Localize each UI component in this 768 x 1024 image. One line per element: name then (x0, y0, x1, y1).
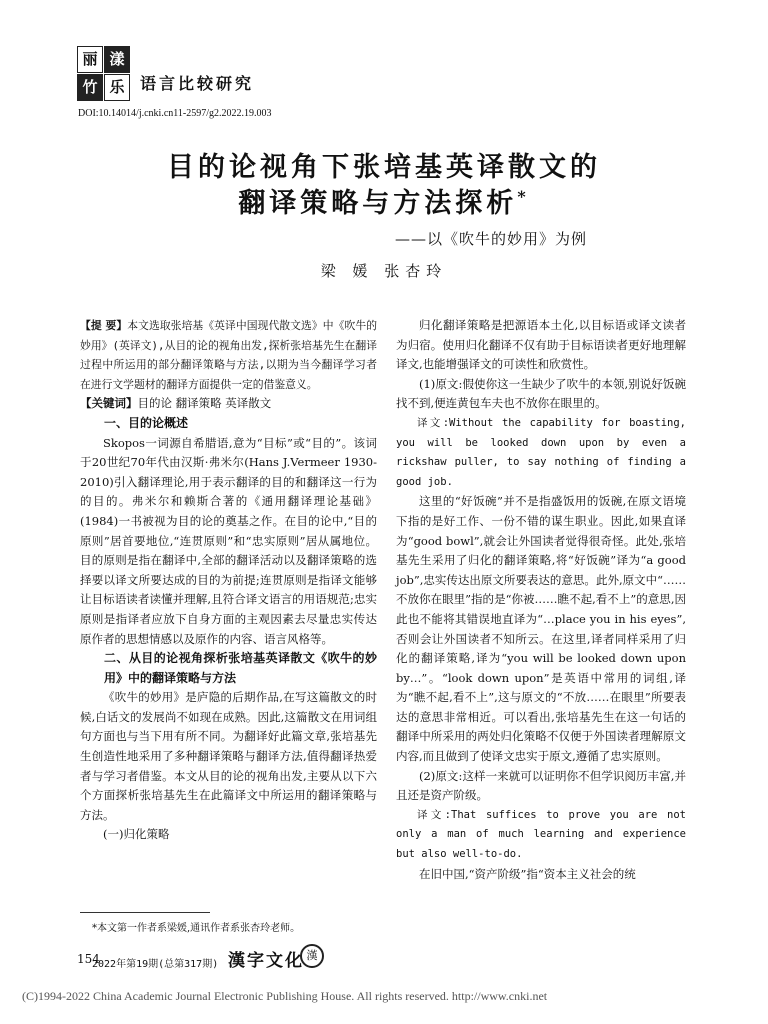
footnote-rule (80, 912, 210, 913)
article-title-line2 (0, 181, 768, 220)
example-translation: 译文:That suffices to prove you are not only a man of much learning and experience but also well-to-do. (396, 808, 686, 861)
paragraph: 在旧中国,“资产阶级”指“资本主义社会的统 (419, 866, 636, 881)
abstract (80, 316, 377, 394)
journal-brand: 漢字文化 (228, 951, 304, 971)
article-subtitle: ——以《吹牛的妙用》为例 (395, 230, 588, 248)
page-number: 154 (77, 952, 100, 966)
logo-char-2: 漾 (104, 46, 130, 73)
example-translation: 译文:Without the capability for boasting, you will be looked down upon by even a rickshaw puller, to say nothing of finding a good job. (396, 416, 686, 488)
example-source: (1)原文:假使你这一生缺少了吹牛的本领,别说好饭碗找不到,便连黄包车夫也不放你在眼里的。 (396, 376, 686, 411)
abstract-text: 本文选取张培基《英译中国现代散文选》中《吹牛的妙用》(英译文),从目的论的视角出发,探析张培基先生在翻译过程中所运用的部分翻译策略与方法,以期为当今翻译学习者在进行文学题材的翻译方面提供一定的借鉴意义。 (80, 319, 377, 391)
footnote: *本文第一作者系梁媛,通讯作者系张杏玲老师。 (92, 923, 301, 934)
article-authors: 梁 媛 张杏玲 (320, 262, 448, 280)
issue-info: 2022年第19期(总第317期) (92, 959, 219, 970)
brand-seal-icon: 漢 (300, 944, 324, 968)
doi[interactable]: DOI:10.14014/j.cnki.cn11-2597/g2.2022.19.003 (78, 108, 272, 119)
paragraph: Skopos一词源自希腊语,意为“目标”或“目的”。该词于20世纪70年代由汉斯·弗米尔(Hans J.Vermeer 1930-2010)引入翻译理论,用于表示翻译的目的和翻译这一行为的目的。弗米尔和赖斯合著的《通用翻译理论基础》(1984)一书被视为目的论的奠基之作。在目的论中,“目的原则”居首要地位,“连贯原则”和“忠实原则”居从属地位。目的原则是指在翻译中,全部的翻译活动以及翻译策略的选择要以译文所要达成的目的为前提;连贯原则是指译文能够让目标语读者读懂并理解,且符合译文语言的用语规范;忠实原则是指译者应放下自身方面的主观因素去尽量忠实传达原作者的思想情感以及原作的内容、语言风格等。 (80, 435, 377, 646)
copyright-notice: (C)1994-2022 China Academic Journal Electronic Publishing House. All rights reserved. http://www.cnki.net (22, 989, 548, 1003)
keywords-text: 目的论 翻译策略 英译散文 (137, 396, 272, 411)
keywords-label: 【关键词】 (80, 396, 138, 411)
abstract-label: 【提 要】 (80, 319, 128, 332)
section-heading-1: 一、目的论概述 (104, 415, 189, 430)
subsection-heading: (一)归化策略 (103, 827, 170, 842)
paragraph: 《吹牛的妙用》是庐隐的后期作品,在写这篇散文的时候,白话文的发展尚不如现在成熟。因此,这篇散文在用词组句方面也与当下用有所不同。为翻译好此篇文章,张培基先生创造性地采用了多种翻译策略与翻译方法,值得翻译热爱者与学习者借鉴。本文从目的论的视角出发,主要从以下六个方面探析张培基先生在此篇译文中所运用的翻译策略与方法。 (80, 690, 377, 822)
paragraph: 这里的“好饭碗”并不是指盛饭用的饭碗,在原文语境下指的是好工作、一份不错的谋生职业。因此,如果直译为“good bowl”,就会让外国读者觉得很奇怪。此处,张培基先生采用了归化的翻译策略,将“好饭碗”译为“a good job”,忠实传达出原文所要表达的意思。此外,原文中“……不放你在眼里”指的是“你被……瞧不起,看不上”的意思,因此也不能将其错误地直译为“…place you in his eyes”,否则会让外国读者不知所云。在这里,译者同样采用了归化的翻译策略,译为“you will be looked down upon by…”。“look down upon”是英语中常用的词组,译为“瞧不起,看不上”,这与原文的“不放……在眼里”所要表达的意思非常相近。可以看出,张培基先生在这一句话的翻译中所采用的两处归化策略不仅便于外国读者理解原文内容,而且做到了使译文忠实于原文,遵循了忠实原则。 (396, 494, 686, 764)
right-column (396, 316, 686, 884)
journal-column-name: 语言比较研究 (140, 74, 255, 93)
left-column (80, 316, 377, 845)
logo-char-3: 竹 (77, 74, 103, 101)
paragraph: 归化翻译策略是把源语本土化,以目标语或译文读者为归宿。使用归化翻译不仅有助于目标语读者更好地理解译文,也能增强译文的可读性和欣赏性。 (396, 318, 686, 372)
logo-char-1: 丽 (77, 46, 103, 73)
example-source: (2)原文:这样一来就可以证明你不但学识阅历丰富,并且还是资产阶级。 (396, 768, 686, 803)
keywords (80, 394, 377, 414)
article-title-line1: 目的论视角下张培基英译散文的 (167, 152, 601, 183)
logo-char-4: 乐 (104, 74, 130, 101)
section-heading-2: 二、从目的论视角探析张培基英译散文《吹牛的妙用》中的翻译策略与方法 (104, 651, 377, 685)
journal-logo (77, 46, 131, 102)
title-footnote-mark: * (517, 187, 530, 206)
article-title-line2-text: 翻译策略与方法探析 (238, 188, 518, 219)
